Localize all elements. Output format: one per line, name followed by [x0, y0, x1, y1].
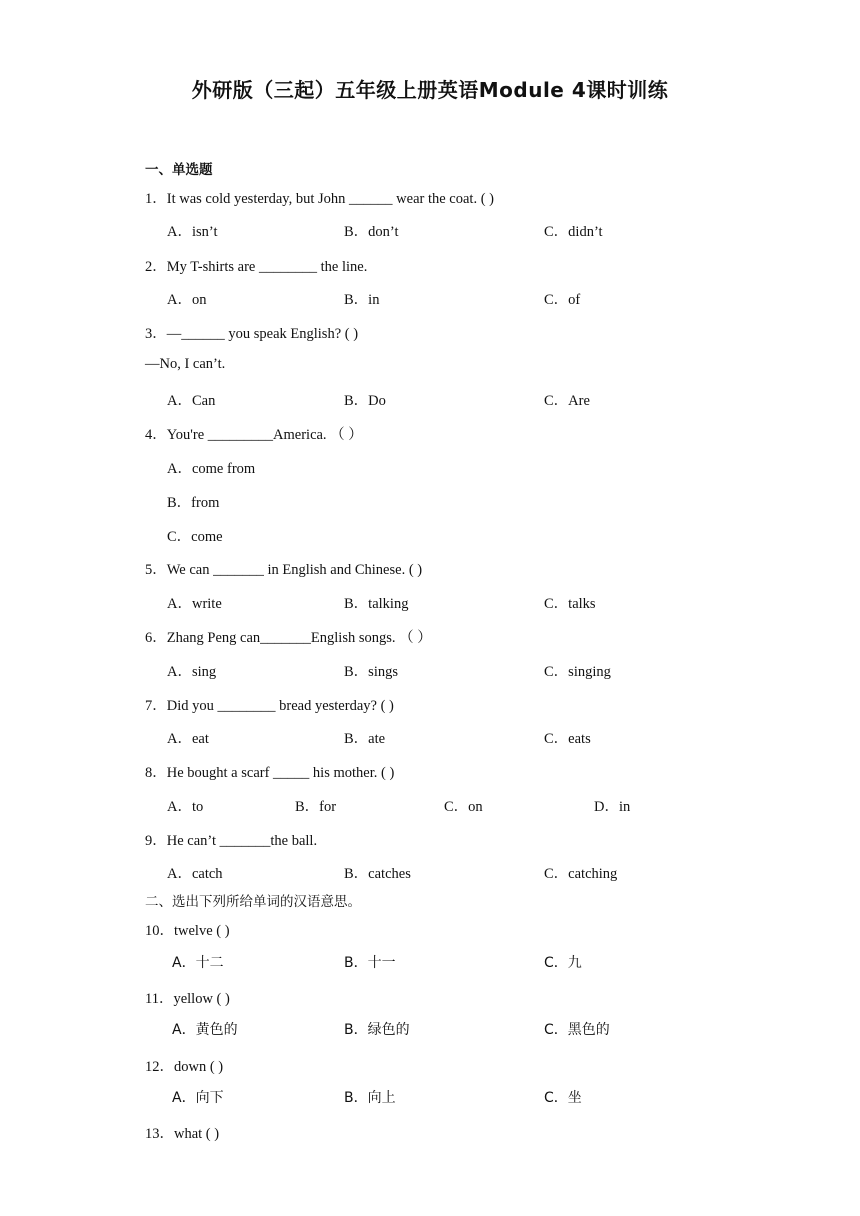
option-a: A．on	[167, 292, 207, 308]
question-stem: 5．We can _______ in English and Chinese. ( )	[145, 562, 423, 578]
page-title: 外研版（三起）五年级上册英语Module 4课时训练	[191, 78, 669, 102]
question-stem: 4．You're _________America. （ ）	[145, 427, 363, 443]
section-heading-single-choice: 一、单选题	[145, 162, 213, 178]
question-stem: 11．yellow ( )	[145, 991, 230, 1007]
question-stem: 6．Zhang Peng can_______English songs. （ ）	[145, 630, 432, 646]
option-c: C．singing	[544, 664, 611, 680]
option-a: A．to	[167, 799, 204, 815]
option-b: B．绿色的	[344, 1022, 410, 1038]
option-c: C．Are	[544, 393, 590, 409]
question-stem: 8．He bought a scarf _____ his mother. ( )	[145, 765, 395, 781]
option-a: A．十二	[172, 955, 224, 971]
question-stem: 12．down ( )	[145, 1059, 224, 1075]
question-stem: 2．My T-shirts are ________ the line.	[145, 259, 368, 275]
option-a: A．eat	[167, 731, 209, 747]
option-b: B．talking	[344, 596, 409, 612]
option-b: B．don’t	[344, 224, 399, 240]
option-a: A．catch	[167, 866, 223, 882]
option-b: B．for	[295, 799, 337, 815]
option-b: B．十一	[344, 955, 396, 971]
option-b: B．ate	[344, 731, 386, 747]
option-b: B．Do	[344, 393, 386, 409]
option-c: C．come	[167, 529, 223, 545]
option-b: B．catches	[344, 866, 411, 882]
option-c: C．黑色的	[544, 1022, 610, 1038]
option-a: A．sing	[167, 664, 217, 680]
option-b: B．in	[344, 292, 380, 308]
option-b: B．sings	[344, 664, 398, 680]
question-stem: 10．twelve ( )	[145, 923, 230, 939]
question-stem: 13．what ( )	[145, 1126, 220, 1142]
option-b: B．from	[167, 495, 220, 511]
option-a: A．write	[167, 596, 222, 612]
option-c: C．of	[544, 292, 581, 308]
option-a: A．向下	[172, 1090, 224, 1106]
option-a: A．Can	[167, 393, 216, 409]
option-c: C．eats	[544, 731, 591, 747]
question-stem: 7．Did you ________ bread yesterday? ( )	[145, 698, 394, 714]
option-b: B．向上	[344, 1090, 396, 1106]
section-heading-word-meaning: 二、选出下列所给单词的汉语意思。	[145, 894, 361, 910]
option-a: A．黄色的	[172, 1022, 238, 1038]
option-c: C．on	[444, 799, 483, 815]
option-a: A．come from	[167, 461, 256, 477]
option-c: C．坐	[544, 1090, 582, 1106]
option-c: C．didn’t	[544, 224, 603, 240]
option-d: D．in	[594, 799, 631, 815]
option-c: C．九	[544, 955, 582, 971]
option-c: C．catching	[544, 866, 618, 882]
option-c: C．talks	[544, 596, 596, 612]
question-stem: 9．He can’t _______the ball.	[145, 833, 318, 849]
option-a: A．isn’t	[167, 224, 218, 240]
dialogue-response: —No, I can’t.	[145, 356, 226, 372]
question-stem: 1．It was cold yesterday, but John ______ wear the coat. ( )	[145, 191, 494, 207]
question-stem: 3．—______ you speak English? ( )	[145, 326, 359, 342]
